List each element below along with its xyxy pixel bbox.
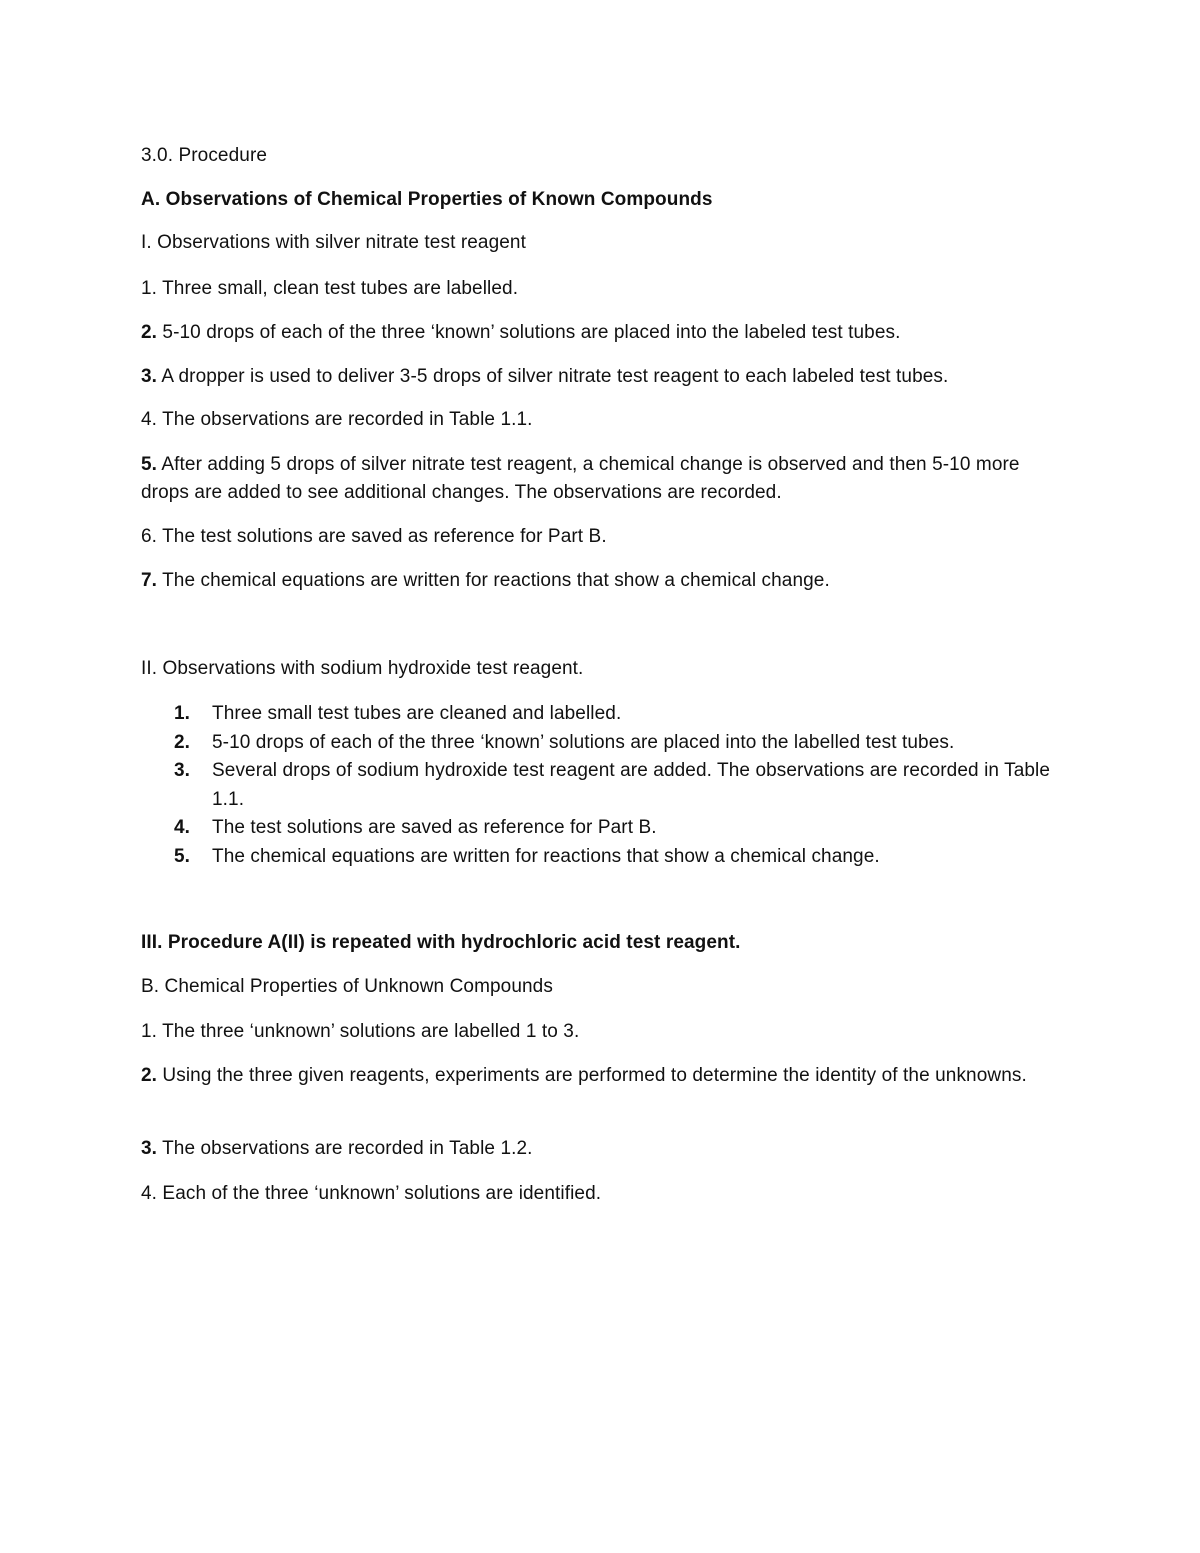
step-text: The chemical equations are written for reactions that show a chemical change. — [157, 570, 830, 591]
part3-title: III. Procedure A(II) is repeated with hydrochloric acid test reagent. — [141, 932, 741, 953]
section-b-step — [141, 1180, 601, 1208]
part1-step — [141, 523, 607, 551]
step-text: 5-10 drops of each of the three ‘known’ solutions are placed into the labeled test tubes. — [157, 322, 901, 343]
section-b-step — [141, 1062, 1061, 1090]
step-text: The test solutions are saved as reference for Part B. — [212, 817, 657, 838]
list-item — [141, 729, 1061, 758]
step-text: A dropper is used to deliver 3-5 drops of silver nitrate test reagent to each labeled test tubes. — [157, 366, 949, 387]
list-item — [141, 700, 1061, 729]
part1-title: I. Observations with silver nitrate test reagent — [141, 232, 526, 253]
step-number: 4. — [174, 817, 191, 838]
section-b-title: B. Chemical Properties of Unknown Compounds — [141, 976, 553, 997]
step-text: The three ‘unknown’ solutions are labelled 1 to 3. — [157, 1021, 580, 1042]
step-text: The test solutions are saved as reference for Part B. — [157, 526, 607, 547]
step-number: 5. — [174, 845, 191, 867]
list-item — [141, 757, 1061, 814]
list-item — [141, 814, 1061, 843]
part2-step-list — [141, 700, 1061, 871]
step-text: Three small test tubes are cleaned and labelled. — [212, 703, 622, 724]
step-text: Several drops of sodium hydroxide test reagent are added. The observations are recorded in Table 1.1. — [212, 760, 1051, 810]
step-number: 4. — [141, 409, 158, 430]
part1-step — [141, 406, 533, 434]
step-number: 2. — [141, 322, 158, 343]
section-a-title: A. Observations of Chemical Properties of Known Compounds — [141, 189, 713, 210]
step-text: The chemical equations are written for reactions that show a chemical change. — [212, 845, 880, 867]
step-text: 5-10 drops of each of the three ‘known’ solutions are placed into the labelled test tubes. — [212, 731, 955, 753]
step-text: Each of the three ‘unknown’ solutions are identified. — [157, 1183, 602, 1204]
step-number: 4. — [141, 1183, 158, 1204]
part1-step — [141, 275, 518, 303]
part2-title: II. Observations with sodium hydroxide test reagent. — [141, 658, 584, 679]
step-number: 2. — [141, 1065, 158, 1086]
step-number: 3. — [141, 366, 158, 387]
section-b-step — [141, 1135, 533, 1163]
step-text: The observations are recorded in Table 1.2. — [157, 1138, 533, 1159]
step-number: 6. — [141, 526, 158, 547]
step-number: 1. — [141, 1021, 158, 1042]
part1-step — [141, 567, 830, 595]
step-text: Using the three given reagents, experiments are performed to determine the identity of the unknowns. — [157, 1065, 1027, 1086]
step-number: 5. — [141, 454, 158, 475]
list-item — [141, 843, 1061, 872]
step-number: 3. — [141, 1138, 158, 1159]
step-number: 7. — [141, 570, 158, 591]
part1-step — [141, 319, 900, 347]
part1-step — [141, 363, 948, 391]
step-number: 1. — [141, 278, 158, 299]
step-number: 3. — [174, 760, 191, 781]
step-text: Three small, clean test tubes are labelled. — [157, 278, 519, 299]
step-number: 1. — [174, 703, 191, 724]
step-text: The observations are recorded in Table 1.1. — [157, 409, 533, 430]
step-number: 2. — [174, 731, 191, 753]
section-b-step — [141, 1018, 579, 1046]
section-heading: 3.0. Procedure — [141, 145, 268, 166]
part1-step — [141, 451, 1061, 507]
step-text: After adding 5 drops of silver nitrate test reagent, a chemical change is observed and then 5-10 more drops are added to see additional changes. The observations are recorded. — [141, 454, 1020, 503]
